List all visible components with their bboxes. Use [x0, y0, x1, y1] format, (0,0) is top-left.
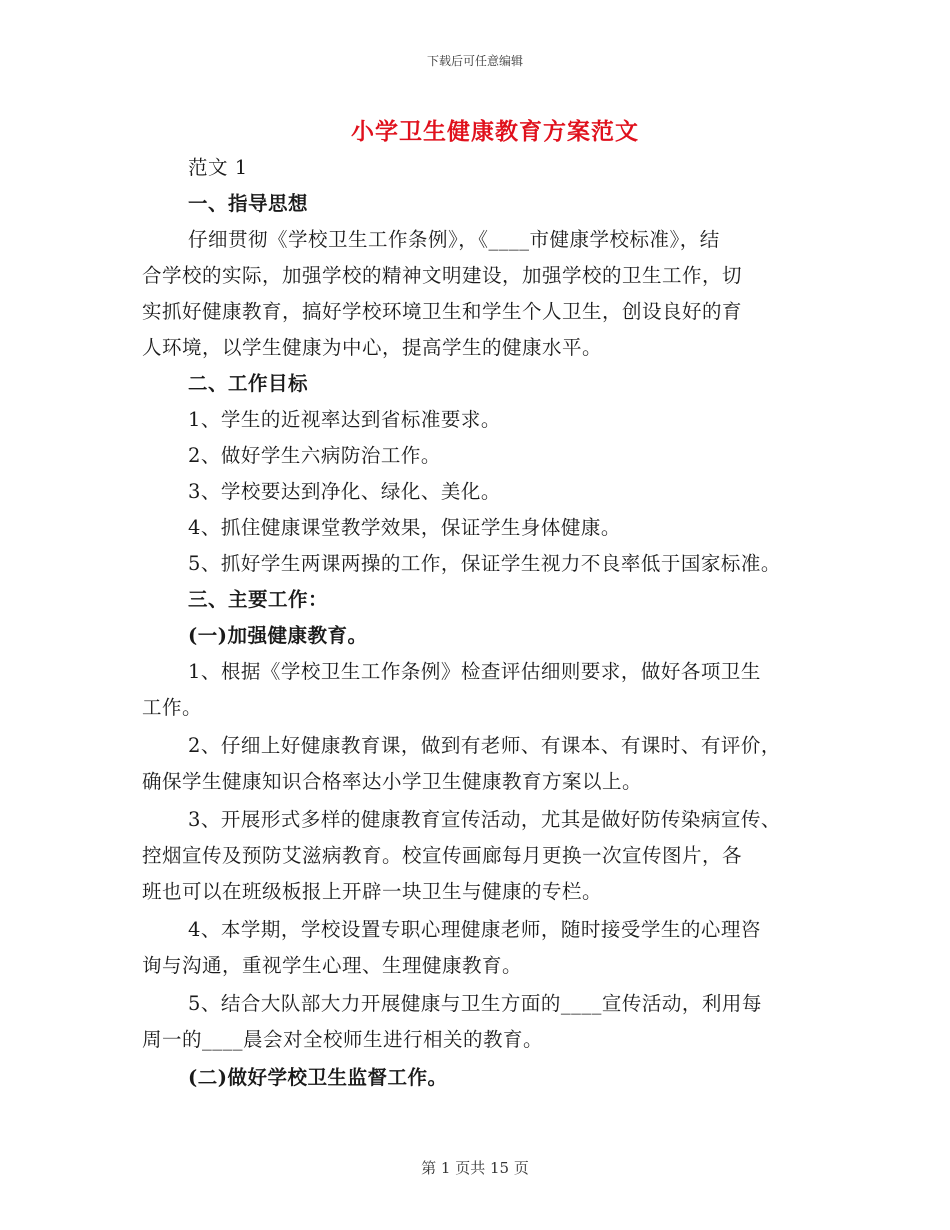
- subsection-heading: (一)加强健康教育。: [188, 624, 368, 647]
- paragraph-line: 班也可以在班级板报上开辟一块卫生与健康的专栏。: [142, 880, 603, 903]
- header-note: 下载后可任意编辑: [426, 54, 523, 68]
- paragraph-line: 周一的____晨会对全校师生进行相关的教育。: [142, 1028, 544, 1051]
- paragraph-line: 仔细贯彻《学校卫生工作条例》，《____市健康学校标准》，结: [188, 228, 720, 251]
- paragraph-line: 2、仔细上好健康教育课，做到有老师、有课本、有课时、有评价，: [188, 734, 781, 757]
- list-item: 5、抓好学生两课两操的工作，保证学生视力不良率低于国家标准。: [188, 552, 781, 575]
- paragraph-line: 控烟宣传及预防艾滋病教育。校宣传画廊每月更换一次宣传图片，各: [142, 844, 743, 867]
- document-body: [142, 150, 828, 1096]
- paragraph-line: 5、结合大队部大力开展健康与卫生方面的____宣传活动，利用每: [188, 992, 762, 1015]
- list-item: 2、做好学生六病防治工作。: [188, 444, 441, 467]
- paragraph-line: 1、根据《学校卫生工作条例》检查评估细则要求，做好各项卫生: [188, 660, 761, 683]
- paragraph-line: 3、开展形式多样的健康教育宣传活动，尤其是做好防传染病宣传、: [188, 808, 781, 831]
- paragraph-line: 询与沟通，重视学生心理、生理健康教育。: [142, 954, 523, 977]
- list-item: 1、学生的近视率达到省标准要求。: [188, 408, 501, 431]
- section-heading: 三、主要工作：: [188, 588, 329, 611]
- paragraph-line: 确保学生健康知识合格率达小学卫生健康教育方案以上。: [142, 770, 643, 793]
- page-number: 第 1 页共 15 页: [421, 1159, 529, 1177]
- paragraph-line: 工作。: [142, 696, 203, 719]
- list-item: 3、学校要达到净化、绿化、美化。: [188, 480, 501, 503]
- list-item: 4、抓住健康课堂教学效果，保证学生身体健康。: [188, 516, 621, 539]
- document-title: 小学卫生健康教育方案范文: [351, 118, 639, 145]
- sample-label: 范文 1: [188, 156, 248, 179]
- section-heading: 一、指导思想: [188, 192, 309, 215]
- paragraph-line: 4、本学期，学校设置专职心理健康老师，随时接受学生的心理咨: [188, 918, 761, 941]
- paragraph-line: 实抓好健康教育，搞好学校环境卫生和学生个人卫生，创设良好的育: [142, 300, 743, 323]
- paragraph-line: 人环境，以学生健康为中心，提高学生的健康水平。: [142, 336, 603, 359]
- paragraph-line: 合学校的实际，加强学校的精神文明建设，加强学校的卫生工作，切: [142, 264, 743, 287]
- subsection-heading: (二)做好学校卫生监督工作。: [188, 1066, 448, 1089]
- section-heading: 二、工作目标: [188, 372, 309, 395]
